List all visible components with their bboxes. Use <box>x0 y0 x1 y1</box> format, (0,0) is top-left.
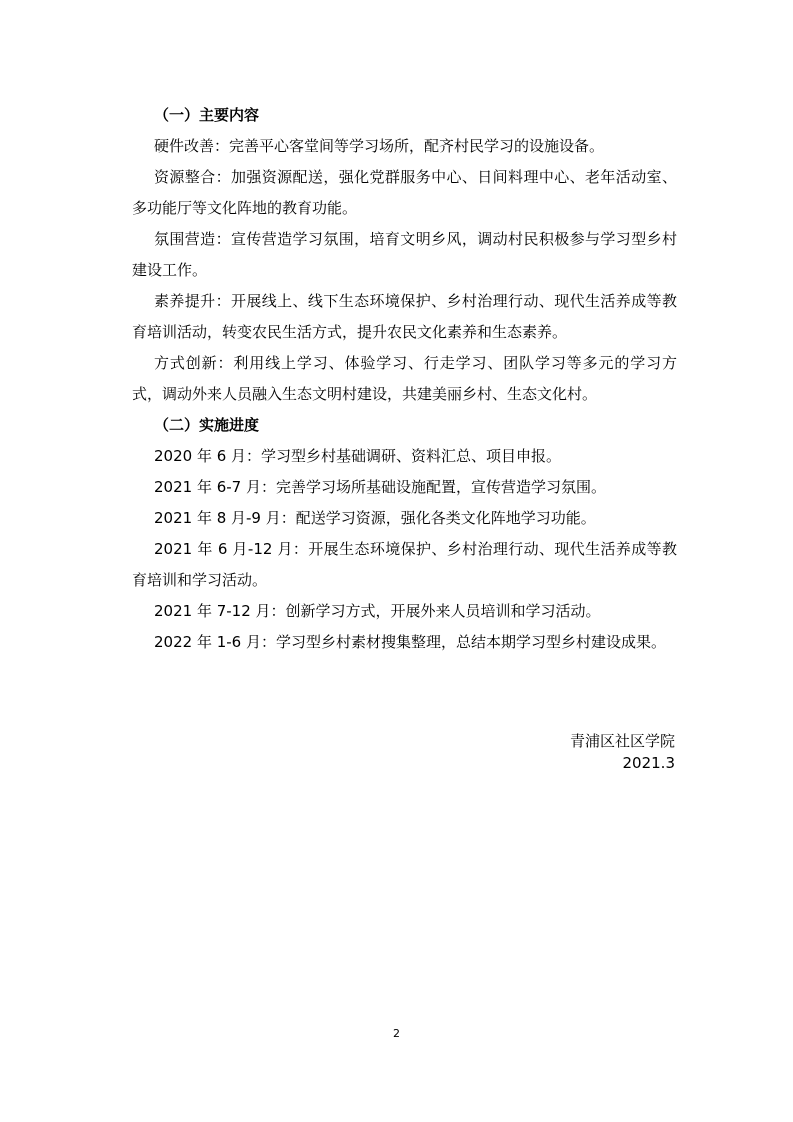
document-body <box>132 100 677 658</box>
paragraph-hardware: 硬件改善：完善平心客堂间等学习场所，配齐村民学习的设施设备。 <box>154 137 605 155</box>
paragraph-resources: 资源整合：加强资源配送，强化党群服务中心、日间料理中心、老年活动室、多功能厅等文化阵地的教育功能。 <box>132 168 677 217</box>
schedule-item: 2020 年 6 月：学习型乡村基础调研、资料汇总、项目申报。 <box>154 447 562 465</box>
page-number: 2 <box>393 1027 400 1040</box>
signature-block <box>570 730 675 774</box>
schedule-item: 2021 年 8 月-9 月：配送学习资源，强化各类文化阵地学习功能。 <box>154 509 596 527</box>
paragraph-literacy: 素养提升：开展线上、线下生态环境保护、乡村治理行动、现代生活养成等教育培训活动，转变农民生活方式，提升农民文化素养和生态素养。 <box>132 292 677 341</box>
section-heading-schedule: （二）实施进度 <box>154 416 260 434</box>
schedule-item: 2021 年 6 月-12 月：开展生态环境保护、乡村治理行动、现代生活养成等教育培训和学习活动。 <box>132 540 677 589</box>
section-heading-main-content: （一）主要内容 <box>154 106 260 124</box>
schedule-item: 2022 年 1-6 月：学习型乡村素材搜集整理，总结本期学习型乡村建设成果。 <box>154 633 666 651</box>
schedule-item: 2021 年 7-12 月：创新学习方式，开展外来人员培训和学习活动。 <box>154 602 601 620</box>
paragraph-atmosphere: 氛围营造：宣传营造学习氛围，培育文明乡风，调动村民积极参与学习型乡村建设工作。 <box>132 230 677 279</box>
paragraph-innovation: 方式创新：利用线上学习、体验学习、行走学习、团队学习等多元的学习方式，调动外来人员融入生态文明村建设，共建美丽乡村、生态文化村。 <box>132 354 677 403</box>
schedule-item: 2021 年 6-7 月：完善学习场所基础设施配置，宣传营造学习氛围。 <box>154 478 606 496</box>
signature-organization: 青浦区社区学院 <box>569 732 675 750</box>
signature-date: 2021.3 <box>622 754 675 772</box>
